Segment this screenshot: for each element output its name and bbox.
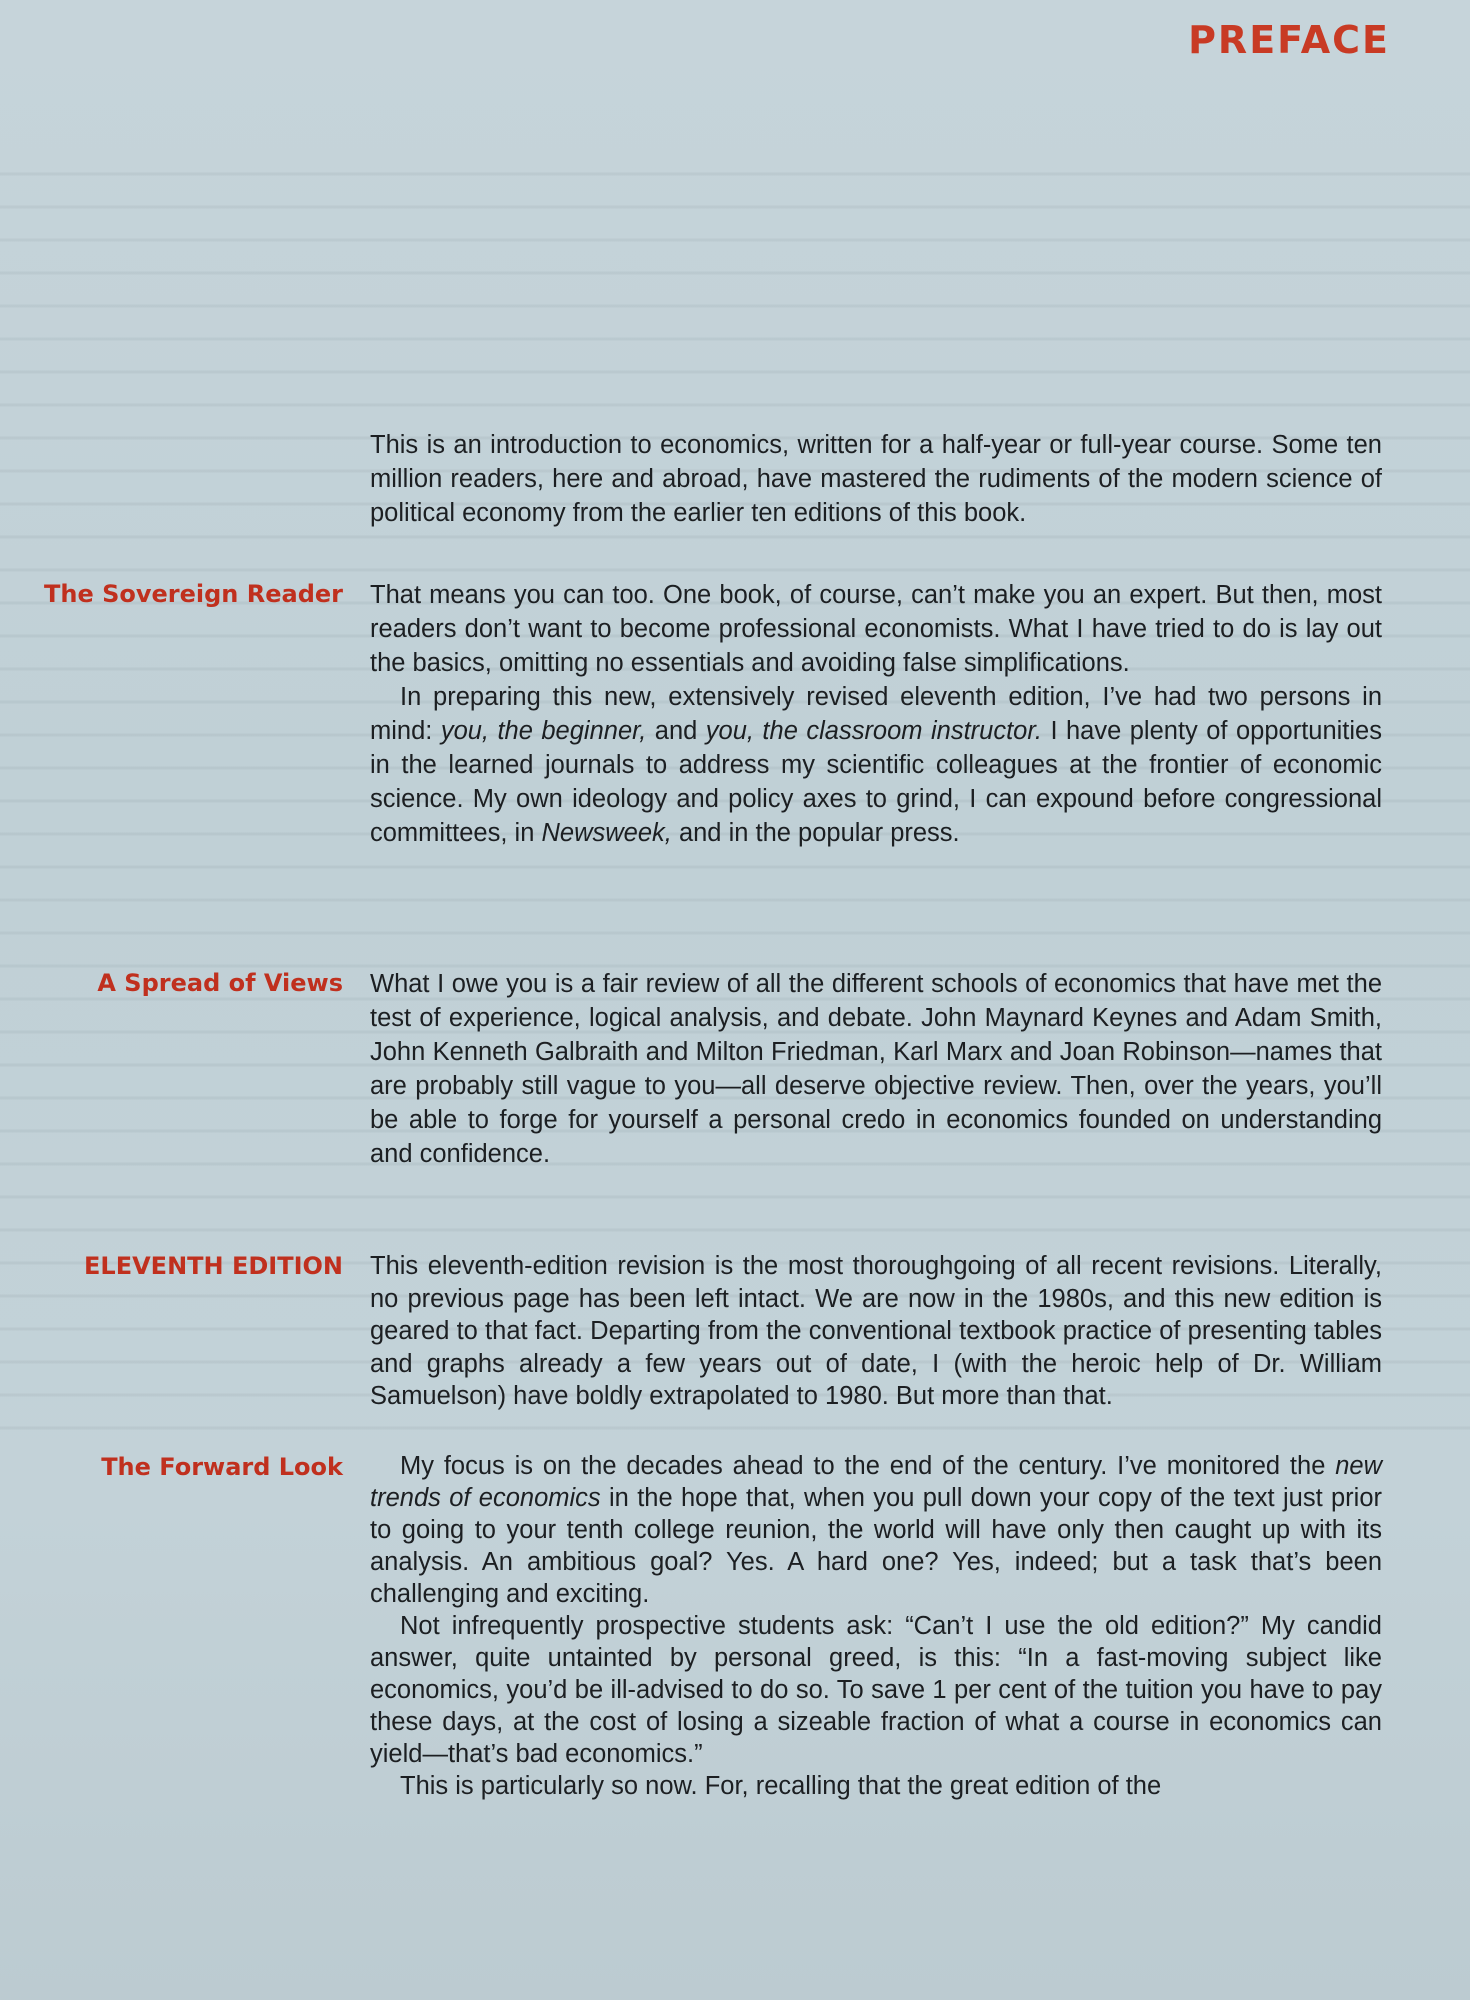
emphasis-you-the-instructor: you, the classroom instructor. <box>705 717 1042 745</box>
emphasis-new-trends: new trends of economics <box>370 1452 1382 1512</box>
eleventh-edition-section <box>370 1250 1382 1413</box>
intro-section <box>370 428 1382 530</box>
forward-look-paragraph-2: Not infrequently prospective students ask: “Can’t I use the old edition?” My candid answer, quite untainted by personal greed, is this: “In a fast-moving subject like economics, you’d be ill-advised to do so. To save 1 per cent of the tuition you have to pay these days, at the cost of losing a sizeable fraction of what a course in economics can yield—that’s bad economics.” <box>370 1612 1382 1768</box>
sidehead-forward-look: The Forward Look <box>101 1453 343 1481</box>
emphasis-newsweek: Newsweek, <box>541 819 672 847</box>
intro-paragraph: This is an introduction to economics, written for a half-year or full-year course. Some ten million readers, here and abroad, have mastered the rudiments of the modern science of political economy from the earlier ten editions of this book. <box>370 431 1382 527</box>
sovereign-reader-paragraph-2 <box>370 680 1382 850</box>
page-title: PREFACE <box>1188 18 1390 62</box>
text-run: In preparing this new, extensively revised eleventh edition, I’ve had two persons in mind: <box>370 683 1382 745</box>
text-run: and in the popular press. <box>671 819 960 847</box>
forward-look-paragraph-3: This is particularly so now. For, recalling that the great edition of the <box>400 1772 1162 1800</box>
sidehead-spread-of-views: A Spread of Views <box>97 969 343 997</box>
sidehead-sovereign-reader: The Sovereign Reader <box>44 580 343 608</box>
text-run: and <box>646 717 706 745</box>
text-run: I have plenty of opportunities in the learned journals to address my scientific colleagues at the frontier of economic science. My own ideology and policy axes to grind, I can expound before congressional committees, in <box>370 717 1382 847</box>
forward-look-paragraph-1 <box>370 1450 1382 1610</box>
forward-look-section <box>370 1450 1382 1802</box>
eleventh-edition-paragraph: This eleventh-edition revision is the most thoroughgoing of all recent revisions. Literally, no previous page has been left intact. We are now in the 1980s, and this new edition is geared to that fact. Departing from the conventional textbook practice of presenting tables and graphs already a few years out of date, I (with the heroic help of Dr. William Samuelson) have boldly extrapolated to 1980. But more than that. <box>370 1252 1382 1410</box>
text-run: in the hope that, when you pull down your copy of the text just prior to going to your tenth college reunion, the world will have only then caught up with its analysis. An ambitious goal? Yes. A hard one? Yes, indeed; but a task that’s been challenging and exciting. <box>370 1484 1382 1608</box>
sovereign-reader-paragraph-1: That means you can too. One book, of course, can’t make you an expert. But then, most readers don’t want to become professional economists. What I have tried to do is lay out the basics, omitting no essentials and avoiding false simplifications. <box>370 581 1382 677</box>
sovereign-reader-section <box>370 578 1382 850</box>
emphasis-you-the-beginner: you, the beginner, <box>440 717 647 745</box>
spread-of-views-section <box>370 967 1382 1171</box>
text-run: My focus is on the decades ahead to the end of the century. I’ve monitored the <box>400 1452 1336 1480</box>
sidehead-eleventh-edition: ELEVENTH EDITION <box>84 1252 343 1280</box>
spread-of-views-paragraph: What I owe you is a fair review of all the different schools of economics that have met the test of experience, logical analysis, and debate. John Maynard Keynes and Adam Smith, John Kenneth Galbraith and Milton Friedman, Karl Marx and Joan Robinson—names that are probably still vague to you—all deserve objective review. Then, over the years, you’ll be able to forge for yourself a personal credo in economics founded on understanding and confidence. <box>370 970 1382 1168</box>
